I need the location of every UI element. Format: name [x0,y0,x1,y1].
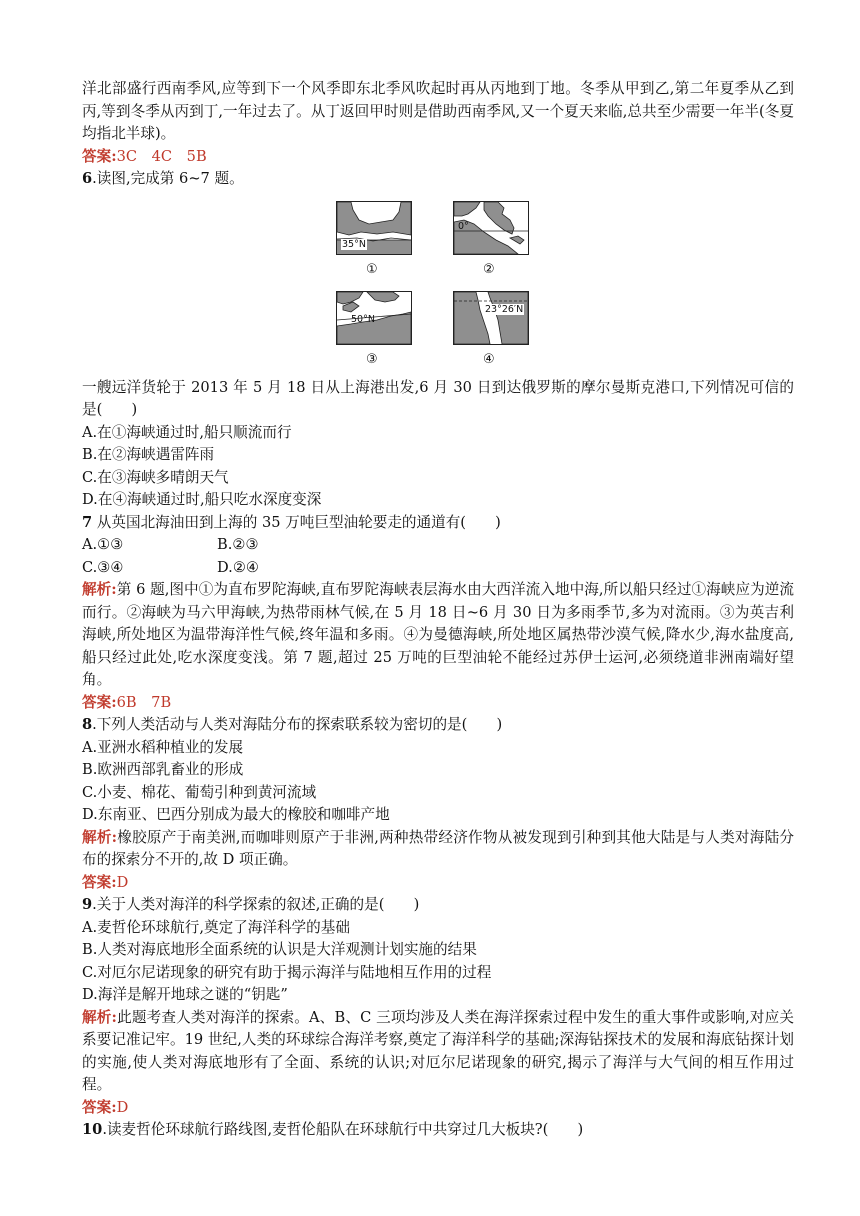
strait-map-2 [453,201,529,255]
analysis-label: 解析: [82,828,118,846]
map-3-caption: ③ [366,351,378,367]
answer-label: 答案: [82,1098,117,1116]
intro-paragraph: 洋北部盛行西南季风,应等到下一个风季即东北季风吹起时再从丙地到丁地。冬季从甲到乙,第二年夏季从乙到丙,等到冬季从丙到丁,一年过去了。从丁返回甲时则是借助西南季风,又一个夏天来临,总共至少需要一年半(冬夏均指北半球)。 [82,80,794,142]
question-8-stem [82,714,794,737]
q6-7-answer [82,692,794,715]
analysis-text: 第 6 题,图中①为直布罗陀海峡,直布罗陀海峡表层海水由大西洋流入地中海,所以船只经过①海峡应为逆流而行。②海峡为马六甲海峡,为热带雨林气候,在 5 月 18 日~6 月 30 日为多雨季节,多为对流雨。③为英吉利海峡,所处地区为温带海洋性气候,终年温和多雨。④为曼德海峡,所处地区属热带沙漠气候,降水少,海水盐度高,船只经过此处,吃水深度变浅。第 7 题,超过 25 万吨的巨型油轮不能经过苏伊士运河,必须绕道非洲南端好望角。 [82,581,794,688]
question-text: .读图,完成第 6~7 题。 [92,170,244,187]
answer-label: 答案: [82,693,117,711]
q6-7-analysis [82,579,794,692]
latitude-label: 35°N [342,238,366,250]
question-9-stem [82,894,794,917]
q7-option-d: D.②④ [217,558,259,576]
q8-analysis [82,827,794,872]
question-text: .关于人类对海洋的科学探索的叙述,正确的是( ) [92,896,420,913]
q8-option-a: A.亚洲水稻种植业的发展 [82,738,244,756]
q8-option-b: B.欧洲西部乳畜业的形成 [82,761,244,778]
analysis-label: 解析: [82,1008,117,1026]
strait-map-1 [336,201,412,255]
question-text: .下列人类活动与人类对海陆分布的探索联系较为密切的是( ) [92,716,503,733]
q6-option-c: C.在③海峡多晴朗天气 [82,468,229,486]
answer-label: 答案: [82,147,117,165]
answer-value: 6B 7B [116,693,172,711]
tropic-label: 23°26′N [485,303,524,315]
q7-options-row-1 [82,534,794,557]
question-7-stem [82,512,794,535]
question-text: 从英国北海油田到上海的 35 万吨巨型油轮要走的通道有( ) [92,513,501,531]
map-1-caption: ① [366,261,378,277]
q9-analysis [82,1007,794,1097]
map-2-caption: ② [483,261,495,277]
question-6-context: 一艘远洋货轮于 2013 年 5 月 18 日从上海港出发,6 月 30 日到达俄罗斯的摩尔曼斯克港口,下列情况可信的是( ) [82,378,794,418]
q6-option-b: B.在②海峡遇雷阵雨 [82,446,215,463]
strait-map-3 [336,291,412,345]
answer-value: 3C 4C 5B [116,147,207,165]
question-number: 7 [82,513,93,531]
q9-option-d: D.海洋是解开地球之谜的“钥匙” [82,986,288,1003]
analysis-text: 橡胶原产于南美洲,而咖啡则原产于非洲,两种热带经济作物从被发现到引种到其他大陆是与人类对海陆分布的探索分不开的,故 D 项正确。 [82,828,794,868]
map-4-caption: ④ [483,351,495,367]
document-page [82,78,794,1142]
q7-options-row-2 [82,557,794,580]
latitude-label: 50°N [351,313,375,325]
question-number: 10 [82,1121,103,1138]
q9-answer [82,1097,794,1120]
answer-value: D [116,1098,129,1116]
q9-option-a: A.麦哲伦环球航行,奠定了海洋科学的基础 [82,918,350,936]
question-number: 6 [82,170,93,187]
analysis-text: 此题考查人类对海洋的探索。A、B、C 三项均涉及人类在海洋探索过程中发生的重大事件或影响,对应关系要记准记牢。19 世纪,人类的环球综合海洋考察,奠定了海洋科学的基础;深海钻探技术的发展和海底钻探计划的实施,使人类对海底地形有了全面、系统的认识;对厄尔尼诺现象的研究,揭示了海洋与大气间的相互作用过程。 [82,1008,795,1093]
question-text: .读麦哲伦环球航行路线图,麦哲伦船队在环球航行中共穿过几大板块?( ) [102,1121,584,1138]
q8-answer [82,872,794,895]
q6-option-a: A.在①海峡通过时,船只顺流而行 [82,423,292,441]
q9-option-b: B.人类对海底地形全面系统的认识是大洋观测计划实施的结果 [82,941,477,958]
q7-option-b: B.②③ [217,536,259,553]
question-number: 8 [82,716,93,733]
q7-option-a: A.①③ [82,536,124,553]
question-10-stem [82,1119,794,1142]
answer-value: D [116,873,129,891]
q8-option-d: D.东南亚、巴西分别成为最大的橡胶和咖啡产地 [82,806,390,823]
analysis-label: 解析: [82,581,117,598]
strait-map-4 [453,291,529,345]
q6-option-d: D.在④海峡通过时,船只吃水深度变深 [82,491,322,508]
strait-maps-figure [82,193,794,373]
answer-label: 答案: [82,873,117,891]
equator-label: 0° [458,220,469,232]
q8-option-c: C.小麦、棉花、葡萄引种到黄河流域 [82,783,317,801]
question-6-stem [82,168,794,191]
q9-option-c: C.对厄尔尼诺现象的研究有助于揭示海洋与陆地相互作用的过程 [82,963,492,981]
question-number: 9 [82,896,93,913]
answer-3-5 [82,146,794,169]
q7-option-c: C.③④ [82,558,124,576]
